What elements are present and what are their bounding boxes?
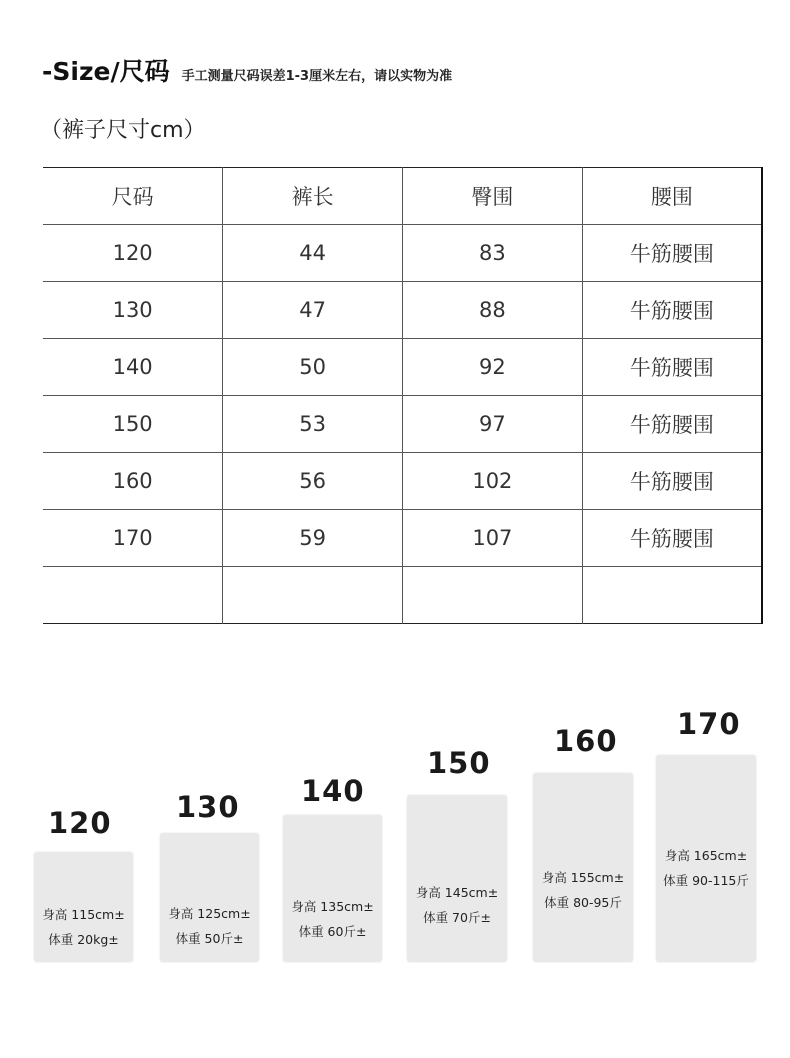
card-weight-text: 体重 90-115斤: [663, 873, 749, 888]
cell-length: 56: [223, 453, 403, 510]
cell-waist: 牛筋腰围: [582, 225, 762, 282]
header-cell-hip: 臀围: [403, 168, 583, 225]
cell-size: [43, 567, 223, 624]
cell-length: 50: [223, 339, 403, 396]
size-card-120: [34, 852, 133, 962]
cell-length: [223, 567, 403, 624]
card-weight-text: 体重 70斤±: [423, 910, 491, 925]
size-card-160: [533, 773, 633, 962]
size-title: -Size/尺码: [42, 57, 170, 86]
cell-size: 130: [43, 282, 223, 339]
cell-waist: 牛筋腰围: [582, 453, 762, 510]
card-weight-text: 体重 60斤±: [298, 924, 367, 939]
size-card-130: [160, 833, 259, 962]
size-card-170: [656, 755, 756, 962]
cell-waist: 牛筋腰围: [582, 396, 762, 453]
card-height-text: 身高 155cm±: [541, 870, 625, 885]
cell-hip: 88: [403, 282, 583, 339]
cell-hip: 92: [403, 339, 583, 396]
table-subtitle: （裤子尺寸cm）: [40, 118, 206, 143]
card-size-label-130: 130: [176, 790, 240, 824]
size-card-150: [407, 795, 507, 962]
cell-length: 44: [223, 225, 403, 282]
cell-hip: 83: [403, 225, 583, 282]
card-weight-text: 体重 50斤±: [175, 931, 244, 946]
cell-size: 120: [43, 225, 223, 282]
card-height-text: 身高 135cm±: [291, 899, 374, 914]
cell-length: 47: [223, 282, 403, 339]
card-size-label-150: 150: [427, 746, 491, 780]
cell-size: 160: [43, 453, 223, 510]
card-weight-text: 体重 20kg±: [48, 932, 119, 947]
cell-hip: 107: [403, 510, 583, 567]
table-row: [43, 396, 762, 453]
card-weight-text: 体重 80-95斤: [544, 895, 622, 910]
cell-size: 150: [43, 396, 223, 453]
card-height-text: 身高 115cm±: [42, 907, 125, 922]
cell-size: 170: [43, 510, 223, 567]
table-row: [43, 282, 762, 339]
card-height-text: 身高 125cm±: [168, 906, 251, 921]
table-row: [43, 510, 762, 567]
page-header: [42, 52, 452, 88]
cell-hip: 97: [403, 396, 583, 453]
card-height-text: 身高 145cm±: [415, 885, 499, 900]
size-card-140: [283, 815, 382, 962]
cell-hip: 102: [403, 453, 583, 510]
header-cell-waist: 腰围: [582, 168, 762, 225]
card-size-label-160: 160: [554, 724, 618, 758]
table-header-row: [43, 168, 762, 225]
cell-length: 59: [223, 510, 403, 567]
size-table: [43, 167, 763, 624]
card-size-label-120: 120: [48, 806, 112, 840]
cell-size: 140: [43, 339, 223, 396]
header-cell-size: 尺码: [43, 168, 223, 225]
cell-length: 53: [223, 396, 403, 453]
cell-waist: [582, 567, 762, 624]
card-size-label-140: 140: [301, 774, 365, 808]
card-height-text: 身高 165cm±: [664, 848, 748, 863]
cell-waist: 牛筋腰围: [582, 282, 762, 339]
header-cell-length: 裤长: [223, 168, 403, 225]
table-row-empty: [43, 567, 762, 624]
table-row: [43, 339, 762, 396]
table-row: [43, 225, 762, 282]
cell-waist: 牛筋腰围: [582, 510, 762, 567]
card-size-label-170: 170: [677, 707, 741, 741]
measurement-note: 手工测量尺码误差1-3厘米左右，请以实物为准: [181, 69, 453, 84]
table-row: [43, 453, 762, 510]
cell-waist: 牛筋腰围: [582, 339, 762, 396]
cell-hip: [403, 567, 583, 624]
